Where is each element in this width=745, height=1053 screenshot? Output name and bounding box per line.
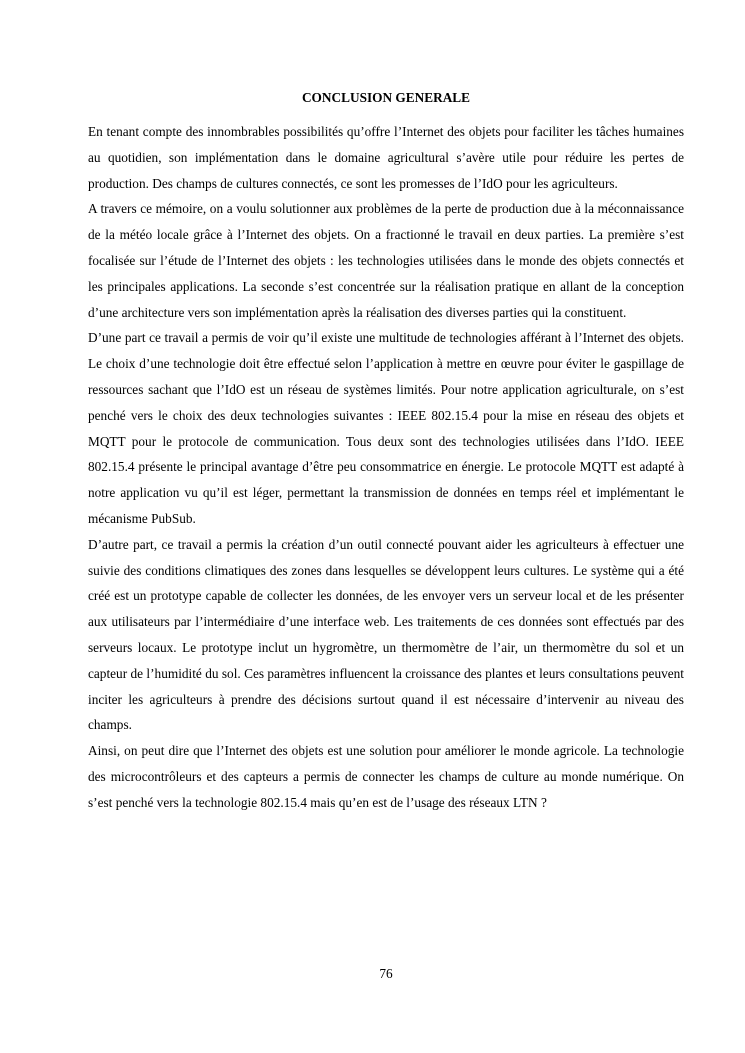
paragraph-prototype: D’autre part, ce travail a permis la création d’un outil connecté pouvant aider les agriculteurs à effectuer une suivie des conditions climatiques des zones dans lesquelles se développent leurs cultures. Le système qui a été créé est un prototype capable de collecter les données, de les envoyer vers un serveur local et de les présenter aux utilisateurs par l’intermédiaire d’une interface web. Les traitements de ces données sont effectués par des serveurs locaux. Le prototype inclut un hygromètre, un thermomètre de l’air, un thermomètre du sol et un capteur de l’humidité du sol. Ces paramètres influencent la croissance des plantes et leurs consultations peuvent inciter les agriculteurs à prendre des décisions surtout quand il est nécessaire d’intervenir au niveau des champs.: [88, 536, 684, 733]
paragraph-technologies: D’une part ce travail a permis de voir qu’il existe une multitude de technologies afférant à l’Internet des objets. Le choix d’une technologie doit être effectué selon l’application à mettre en œuvre pour éviter le gaspillage de ressources sachant que l’IdO est un réseau de systèmes limités. Pour notre application agriculturale, on s’est penché vers le choix des deux technologies suivantes : IEEE 802.15.4 pour la mise en réseau des objets et MQTT pour le protocole de communication. Tous deux sont des technologies utilisées dans l’IdO. IEEE 802.15.4 présente le principal avantage d’être peu consommatrice en énergie. Le protocole MQTT est adapté à notre application vu qu’il est léger, permettant la transmission de données en temps réel et implémentant le mécanisme PubSub.: [88, 330, 684, 526]
paragraph-closing: Ainsi, on peut dire que l’Internet des objets est une solution pour améliorer le monde agricole. La technologie des microcontrôleurs et des capteurs a permis de connecter les champs de culture au monde numérique. On s’est penché vers la technologie 802.15.4 mais qu’en est de l’usage des réseaux LTN ?: [88, 743, 684, 810]
body-text: [88, 119, 684, 816]
paragraph-objective: A travers ce mémoire, on a voulu solutionner aux problèmes de la perte de production due à la méconnaissance de la météo locale grâce à l’Internet des objets. On a fractionné le travail en deux parties. La première s’est focalisée sur l’étude de l’Internet des objets : les technologies utilisées dans le monde des objets connectés et les principales applications. La seconde s’est concentrée sur la réalisation pratique en allant de la conception d’une architecture vers son implémentation après la réalisation des diverses parties qui la constituent.: [88, 201, 684, 320]
page-title: CONCLUSION GENERALE: [301, 90, 471, 105]
paragraph-intro: En tenant compte des innombrables possibilités qu’offre l’Internet des objets pour faciliter les tâches humaines au quotidien, son implémentation dans le domaine agricultural s’avère utile pour réduire les pertes de production. Des champs de cultures connectés, ce sont les promesses de l’IdO pour les agriculteurs.: [88, 124, 684, 191]
page-number: 76: [379, 966, 393, 981]
